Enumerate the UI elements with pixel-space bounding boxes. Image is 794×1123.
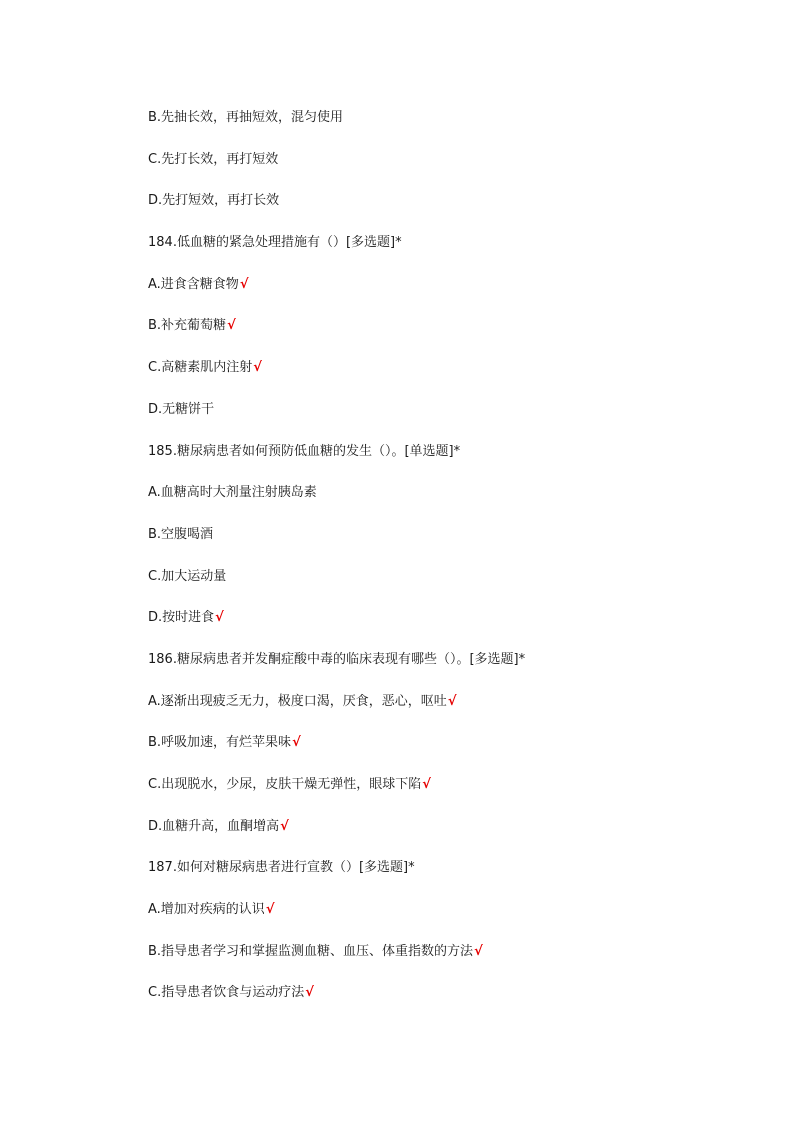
check-mark-icon: √ [265, 902, 275, 918]
line-text: D.先打短效，再打长效 [148, 193, 280, 209]
line-text: B.补充葡萄糖 [148, 318, 227, 334]
option-line [148, 817, 748, 859]
line-text: C.出现脱水，少尿，皮肤干燥无弹性，眼球下陷 [148, 777, 422, 792]
check-mark-icon: √ [422, 777, 431, 792]
check-mark-icon: √ [292, 735, 301, 751]
option-line [148, 942, 748, 984]
option-line [148, 775, 748, 817]
line-text: A.血糖高时大剂量注射胰岛素 [148, 485, 317, 501]
line-text: C.先打长效，再打短效 [148, 151, 279, 167]
line-text: 184.低血糖的紧急处理措施有（）[多选题]* [148, 235, 402, 251]
line-text: A.进食含糖食物 [148, 276, 239, 292]
option-line [148, 150, 748, 192]
line-text: C.高糖素肌内注射 [148, 360, 253, 376]
line-text: D.按时进食 [148, 610, 215, 626]
option-line [148, 400, 748, 442]
option-line [148, 275, 748, 317]
option-line [148, 525, 748, 567]
line-text: B.空腹喝酒 [148, 526, 214, 542]
option-line [148, 608, 748, 650]
line-text: 185.糖尿病患者如何预防低血糖的发生（）。[单选题]* [148, 443, 461, 459]
question-line [148, 108, 748, 150]
line-text: B.先抽长效，再抽短效，混匀使用 [148, 110, 344, 125]
option-line [148, 567, 748, 609]
question-title [148, 233, 748, 275]
check-mark-icon: √ [447, 693, 457, 709]
line-text: C.指导患者饮食与运动疗法 [148, 985, 305, 1001]
line-text: A.增加对疾病的认识 [148, 902, 265, 918]
option-line [148, 316, 748, 358]
option-line [148, 983, 748, 1025]
option-line [148, 692, 748, 734]
line-text: 186.糖尿病患者并发酮症酸中毒的临床表现有哪些（）。[多选题]* [148, 651, 526, 667]
option-line [148, 900, 748, 942]
line-text: D.无糖饼干 [148, 401, 215, 417]
check-mark-icon: √ [280, 818, 289, 834]
question-title [148, 442, 748, 484]
option-line [148, 733, 748, 775]
option-line [148, 483, 748, 525]
line-text: B.指导患者学习和掌握监测血糖、血压、体重指数的方法 [148, 943, 474, 959]
option-line [148, 358, 748, 400]
document-page [148, 108, 748, 1025]
check-mark-icon: √ [239, 276, 249, 292]
line-text: A.逐渐出现疲乏无力，极度口渴，厌食，恶心，呕吐 [148, 693, 447, 709]
check-mark-icon: √ [215, 610, 224, 626]
check-mark-icon: √ [305, 985, 314, 1001]
question-title [148, 858, 748, 900]
line-text: D.血糖升高，血酮增高 [148, 818, 280, 834]
line-text: C.加大运动量 [148, 568, 227, 584]
check-mark-icon: √ [227, 318, 236, 334]
line-text: 187.如何对糖尿病患者进行宣教（）[多选题]* [148, 860, 415, 876]
line-text: B.呼吸加速，有烂苹果味 [148, 735, 292, 751]
check-mark-icon: √ [253, 360, 262, 376]
check-mark-icon: √ [474, 943, 483, 959]
question-title [148, 650, 748, 692]
option-line [148, 191, 748, 233]
